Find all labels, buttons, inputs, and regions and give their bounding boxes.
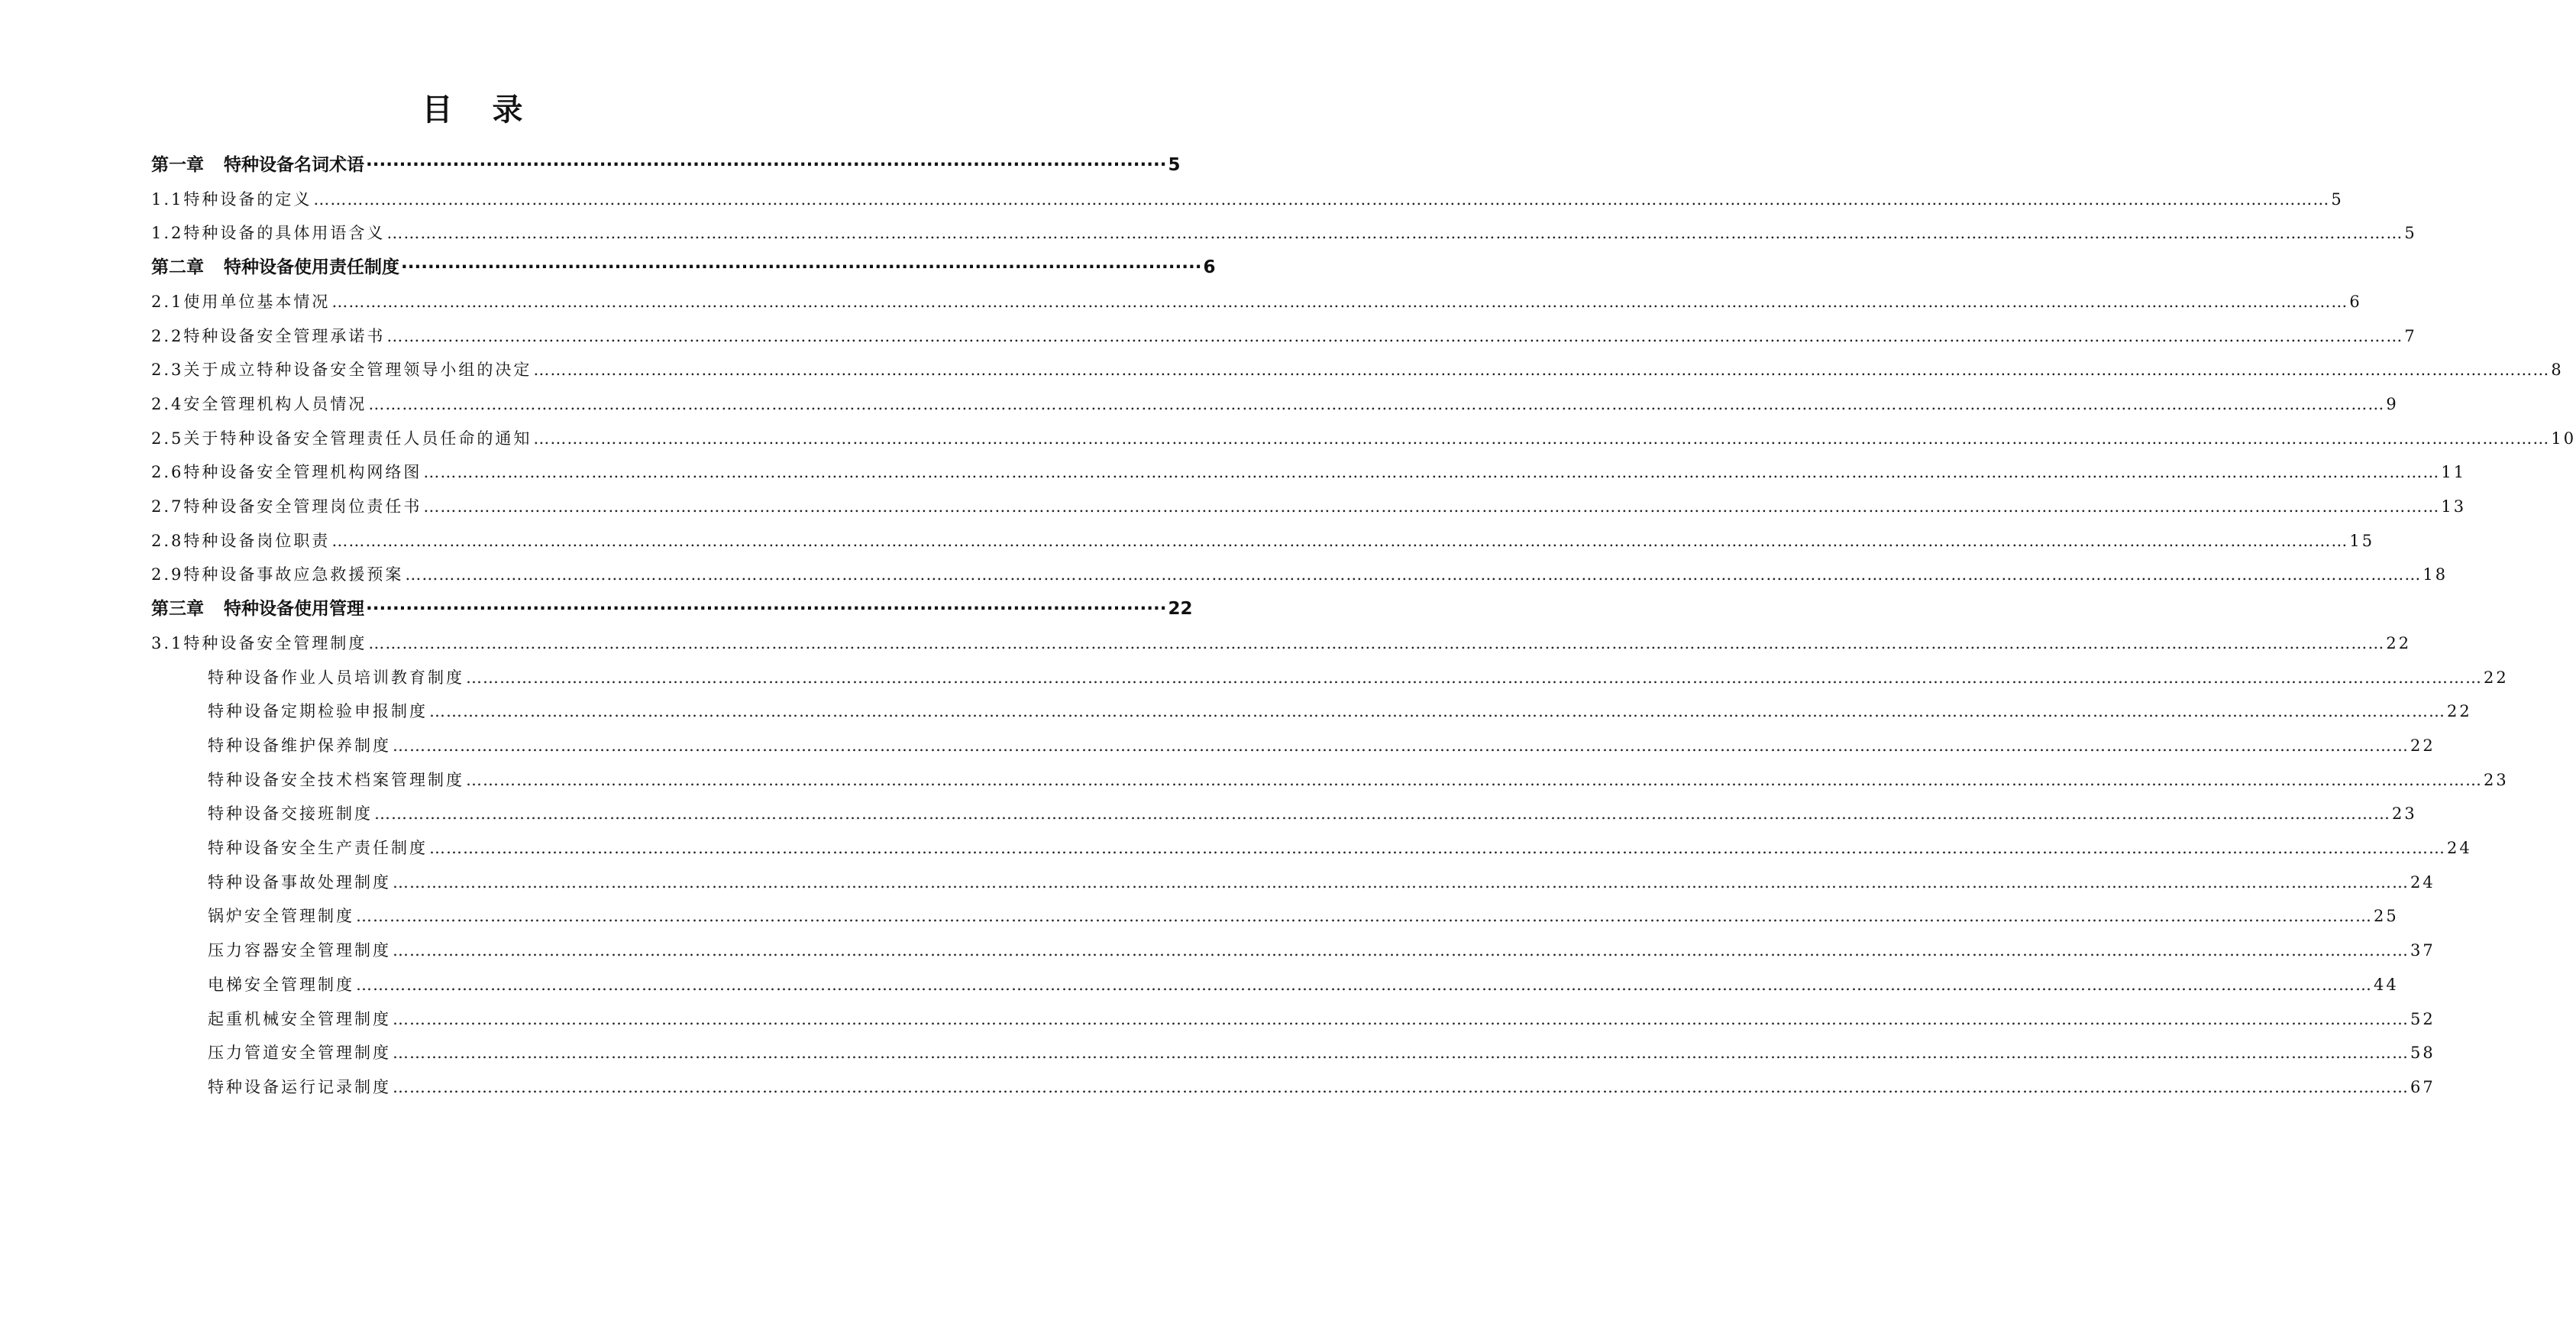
toc-page-number: 6 <box>2349 292 2362 311</box>
toc-page-number: 8 <box>2551 361 2564 380</box>
toc-entry-title: 特种设备作业人员培训教育制度 <box>208 668 464 687</box>
dot-leader: ……………………………………………………………………………………………………………………………………………………………………………………………………………………………………………………………………………………………………………………………… <box>533 361 2550 380</box>
toc-page-number: 23 <box>2392 804 2417 824</box>
dot-leader: ……………………………………………………………………………………………………………………………………………………………………………………………………………………………………………………………………………………………………………………………… <box>356 975 2372 994</box>
toc-subsection-row[interactable] <box>208 732 2435 759</box>
toc-page-number: 67 <box>2410 1077 2435 1096</box>
toc-entry-title: 2.4安全管理机构人员情况 <box>151 394 367 413</box>
toc-entry-title: 特种设备事故处理制度 <box>208 872 391 892</box>
toc-subsection-row[interactable] <box>208 664 2509 691</box>
toc-page-number: 5 <box>2331 189 2344 209</box>
toc-subsection-row[interactable] <box>208 869 2435 896</box>
toc-page-number: 25 <box>2374 907 2399 926</box>
dot-leader: ························································································································ <box>366 599 1167 620</box>
toc-entry-title: 1.1特种设备的定义 <box>151 189 312 209</box>
chapter-title: 特种设备名词术语 <box>224 155 364 175</box>
toc-subsection-row[interactable] <box>208 971 2399 999</box>
toc-entry-title <box>151 595 364 623</box>
toc-entry-title: 压力管道安全管理制度 <box>208 1044 391 1063</box>
dot-leader: ……………………………………………………………………………………………………………………………………………………………………………………………………………………………………………………………………………………………………………………………… <box>313 189 2330 209</box>
toc-entry-title: 特种设备安全生产责任制度 <box>208 839 428 857</box>
toc-page-number: 5 <box>2404 224 2417 243</box>
toc-page-number: 22 <box>2386 633 2412 652</box>
toc-page-number: 23 <box>2484 770 2509 789</box>
dot-leader: ……………………………………………………………………………………………………………………………………………………………………………………………………………………………………………………………………………………………………………………………… <box>466 668 2482 687</box>
toc-page-number: 24 <box>2410 872 2435 892</box>
toc-page-number: 44 <box>2374 975 2399 994</box>
toc-entry-title: 特种设备定期检验申报制度 <box>208 702 428 721</box>
dot-leader: ……………………………………………………………………………………………………………………………………………………………………………………………………………………………………………………………………………………………………………………………… <box>423 497 2440 516</box>
chapter-number: 第一章 <box>151 155 204 175</box>
toc-section-row[interactable] <box>151 527 2375 555</box>
toc-subsection-row[interactable] <box>208 766 2509 794</box>
toc-entry-title <box>151 254 399 281</box>
toc-chapter-row[interactable] <box>151 254 1216 281</box>
dot-leader: ……………………………………………………………………………………………………………………………………………………………………………………………………………………………………………………………………………………………………………………………… <box>466 770 2482 789</box>
toc-entry-title: 电梯安全管理制度 <box>208 975 354 994</box>
dot-leader: ……………………………………………………………………………………………………………………………………………………………………………………………………………………………………………………………………………………………………………………………… <box>393 941 2409 960</box>
title-char-left: 目 <box>422 92 456 128</box>
toc-section-row[interactable] <box>151 186 2344 213</box>
dot-leader: ……………………………………………………………………………………………………………………………………………………………………………………………………………………………………………………………………………………………………………………………… <box>393 1044 2409 1063</box>
toc-page-number: 5 <box>1168 155 1181 175</box>
toc-entry-title: 2.8特种设备岗位职责 <box>151 531 331 550</box>
dot-leader: ……………………………………………………………………………………………………………………………………………………………………………………………………………………………………………………………………………………………………………………………… <box>533 429 2550 448</box>
toc-subsection-row[interactable] <box>208 1073 2435 1101</box>
toc-subsection-row[interactable] <box>208 698 2472 725</box>
toc-section-row[interactable] <box>151 219 2417 247</box>
dot-leader: ························································································································ <box>401 257 1202 278</box>
dot-leader: ……………………………………………………………………………………………………………………………………………………………………………………………………………………………………………………………………………………………………………………………… <box>429 839 2445 857</box>
toc-entry-title: 特种设备交接班制度 <box>208 804 373 824</box>
toc-section-row[interactable] <box>151 322 2417 350</box>
dot-leader: ……………………………………………………………………………………………………………………………………………………………………………………………………………………………………………………………………………………………………………………………… <box>393 872 2409 892</box>
toc-section-row[interactable] <box>151 493 2467 520</box>
dot-leader: ……………………………………………………………………………………………………………………………………………………………………………………………………………………………………………………………………………………………………………………………… <box>423 463 2440 482</box>
toc-entry-title: 特种设备运行记录制度 <box>208 1077 391 1096</box>
toc-subsection-row[interactable] <box>208 800 2417 827</box>
dot-leader: ……………………………………………………………………………………………………………………………………………………………………………………………………………………………………………………………………………………………………………………………… <box>368 394 2385 413</box>
toc-chapter-row[interactable] <box>151 595 1193 623</box>
toc-entry-title: 特种设备安全技术档案管理制度 <box>208 770 464 789</box>
toc-page-number: 18 <box>2422 565 2448 584</box>
dot-leader: ……………………………………………………………………………………………………………………………………………………………………………………………………………………………………………………………………………………………………………………………… <box>386 326 2403 345</box>
dot-leader: ……………………………………………………………………………………………………………………………………………………………………………………………………………………………………………………………………………………………………………………………… <box>374 804 2390 824</box>
toc-entry-title: 锅炉安全管理制度 <box>208 907 354 926</box>
toc-section-row[interactable] <box>151 561 2448 588</box>
dot-leader: ························································································································ <box>366 155 1167 175</box>
toc-page-number: 58 <box>2410 1044 2435 1063</box>
toc-page-number: 52 <box>2410 1009 2435 1028</box>
dot-leader: ……………………………………………………………………………………………………………………………………………………………………………………………………………………………………………………………………………………………………………………………… <box>331 292 2348 311</box>
toc-entry-title: 2.7特种设备安全管理岗位责任书 <box>151 497 422 516</box>
toc-page-number: 11 <box>2441 463 2467 482</box>
toc-subsection-row[interactable] <box>208 902 2399 930</box>
dot-leader: ……………………………………………………………………………………………………………………………………………………………………………………………………………………………………………………………………………………………………………………………… <box>356 907 2372 926</box>
toc-entry-title <box>151 151 364 179</box>
toc-page-number: 6 <box>1203 257 1216 278</box>
toc-subsection-row[interactable] <box>208 1005 2435 1033</box>
toc-page-number: 10 <box>2551 429 2576 448</box>
toc-section-row[interactable] <box>151 630 2412 657</box>
dot-leader: ……………………………………………………………………………………………………………………………………………………………………………………………………………………………………………………………………………………………………………………………… <box>386 224 2403 243</box>
dot-leader: ……………………………………………………………………………………………………………………………………………………………………………………………………………………………………………………………………………………………………………………………… <box>429 702 2445 721</box>
toc-page-number: 22 <box>2484 668 2509 687</box>
toc-entry-title: 2.1使用单位基本情况 <box>151 292 331 311</box>
toc-page-number: 9 <box>2386 394 2399 413</box>
toc-section-row[interactable] <box>151 425 2576 452</box>
chapter-number: 第二章 <box>151 257 204 278</box>
dot-leader: ……………………………………………………………………………………………………………………………………………………………………………………………………………………………………………………………………………………………………………………………… <box>368 633 2385 652</box>
toc-section-row[interactable] <box>151 458 2467 486</box>
toc-subsection-row[interactable] <box>208 834 2472 862</box>
dot-leader: ……………………………………………………………………………………………………………………………………………………………………………………………………………………………………………………………………………………………………………………………… <box>405 565 2422 584</box>
toc-entry-title: 3.1特种设备安全管理制度 <box>151 633 367 652</box>
dot-leader: ……………………………………………………………………………………………………………………………………………………………………………………………………………………………………………………………………………………………………………………………… <box>331 531 2348 550</box>
toc-subsection-row[interactable] <box>208 937 2435 964</box>
dot-leader: ……………………………………………………………………………………………………………………………………………………………………………………………………………………………………………………………………………………………………………………………… <box>393 1077 2409 1096</box>
toc-subsection-row[interactable] <box>208 1039 2435 1066</box>
toc-page-number: 22 <box>2447 702 2472 721</box>
toc-entry-title: 1.2特种设备的具体用语含义 <box>151 224 386 243</box>
dot-leader: ……………………………………………………………………………………………………………………………………………………………………………………………………………………………………………………………………………………………………………………………… <box>393 1009 2409 1028</box>
toc-page-number: 24 <box>2447 839 2472 857</box>
toc-page-number: 7 <box>2404 326 2417 345</box>
toc-section-row[interactable] <box>151 288 2362 316</box>
toc-entry-title: 2.9特种设备事故应急救援预案 <box>151 565 404 584</box>
toc-page-number: 22 <box>2410 736 2435 755</box>
toc-entry-title: 2.5关于特种设备安全管理责任人员任命的通知 <box>151 429 532 448</box>
toc-page-number: 15 <box>2349 531 2375 550</box>
chapter-title: 特种设备使用管理 <box>224 599 364 620</box>
title-char-right: 录 <box>492 92 526 128</box>
toc-entry-title: 特种设备维护保养制度 <box>208 736 391 755</box>
toc-page-number: 13 <box>2441 497 2467 516</box>
toc-entry-title: 2.6特种设备安全管理机构网络图 <box>151 463 422 482</box>
toc-section-row[interactable] <box>151 390 2399 418</box>
toc-chapter-row[interactable] <box>151 151 1181 179</box>
toc-page-number: 22 <box>1168 599 1193 620</box>
toc-entry-title: 2.2特种设备安全管理承诺书 <box>151 326 386 345</box>
toc-section-row[interactable] <box>151 356 2564 384</box>
chapter-number: 第三章 <box>151 599 204 620</box>
toc-page-number: 37 <box>2410 941 2435 960</box>
toc-entry-title: 压力容器安全管理制度 <box>208 941 391 960</box>
toc-entry-title: 2.3关于成立特种设备安全管理领导小组的决定 <box>151 361 532 380</box>
toc-entry-title: 起重机械安全管理制度 <box>208 1009 391 1028</box>
dot-leader: ……………………………………………………………………………………………………………………………………………………………………………………………………………………………………………………………………………………………………………………………… <box>393 736 2409 755</box>
chapter-title: 特种设备使用责任制度 <box>224 257 399 278</box>
